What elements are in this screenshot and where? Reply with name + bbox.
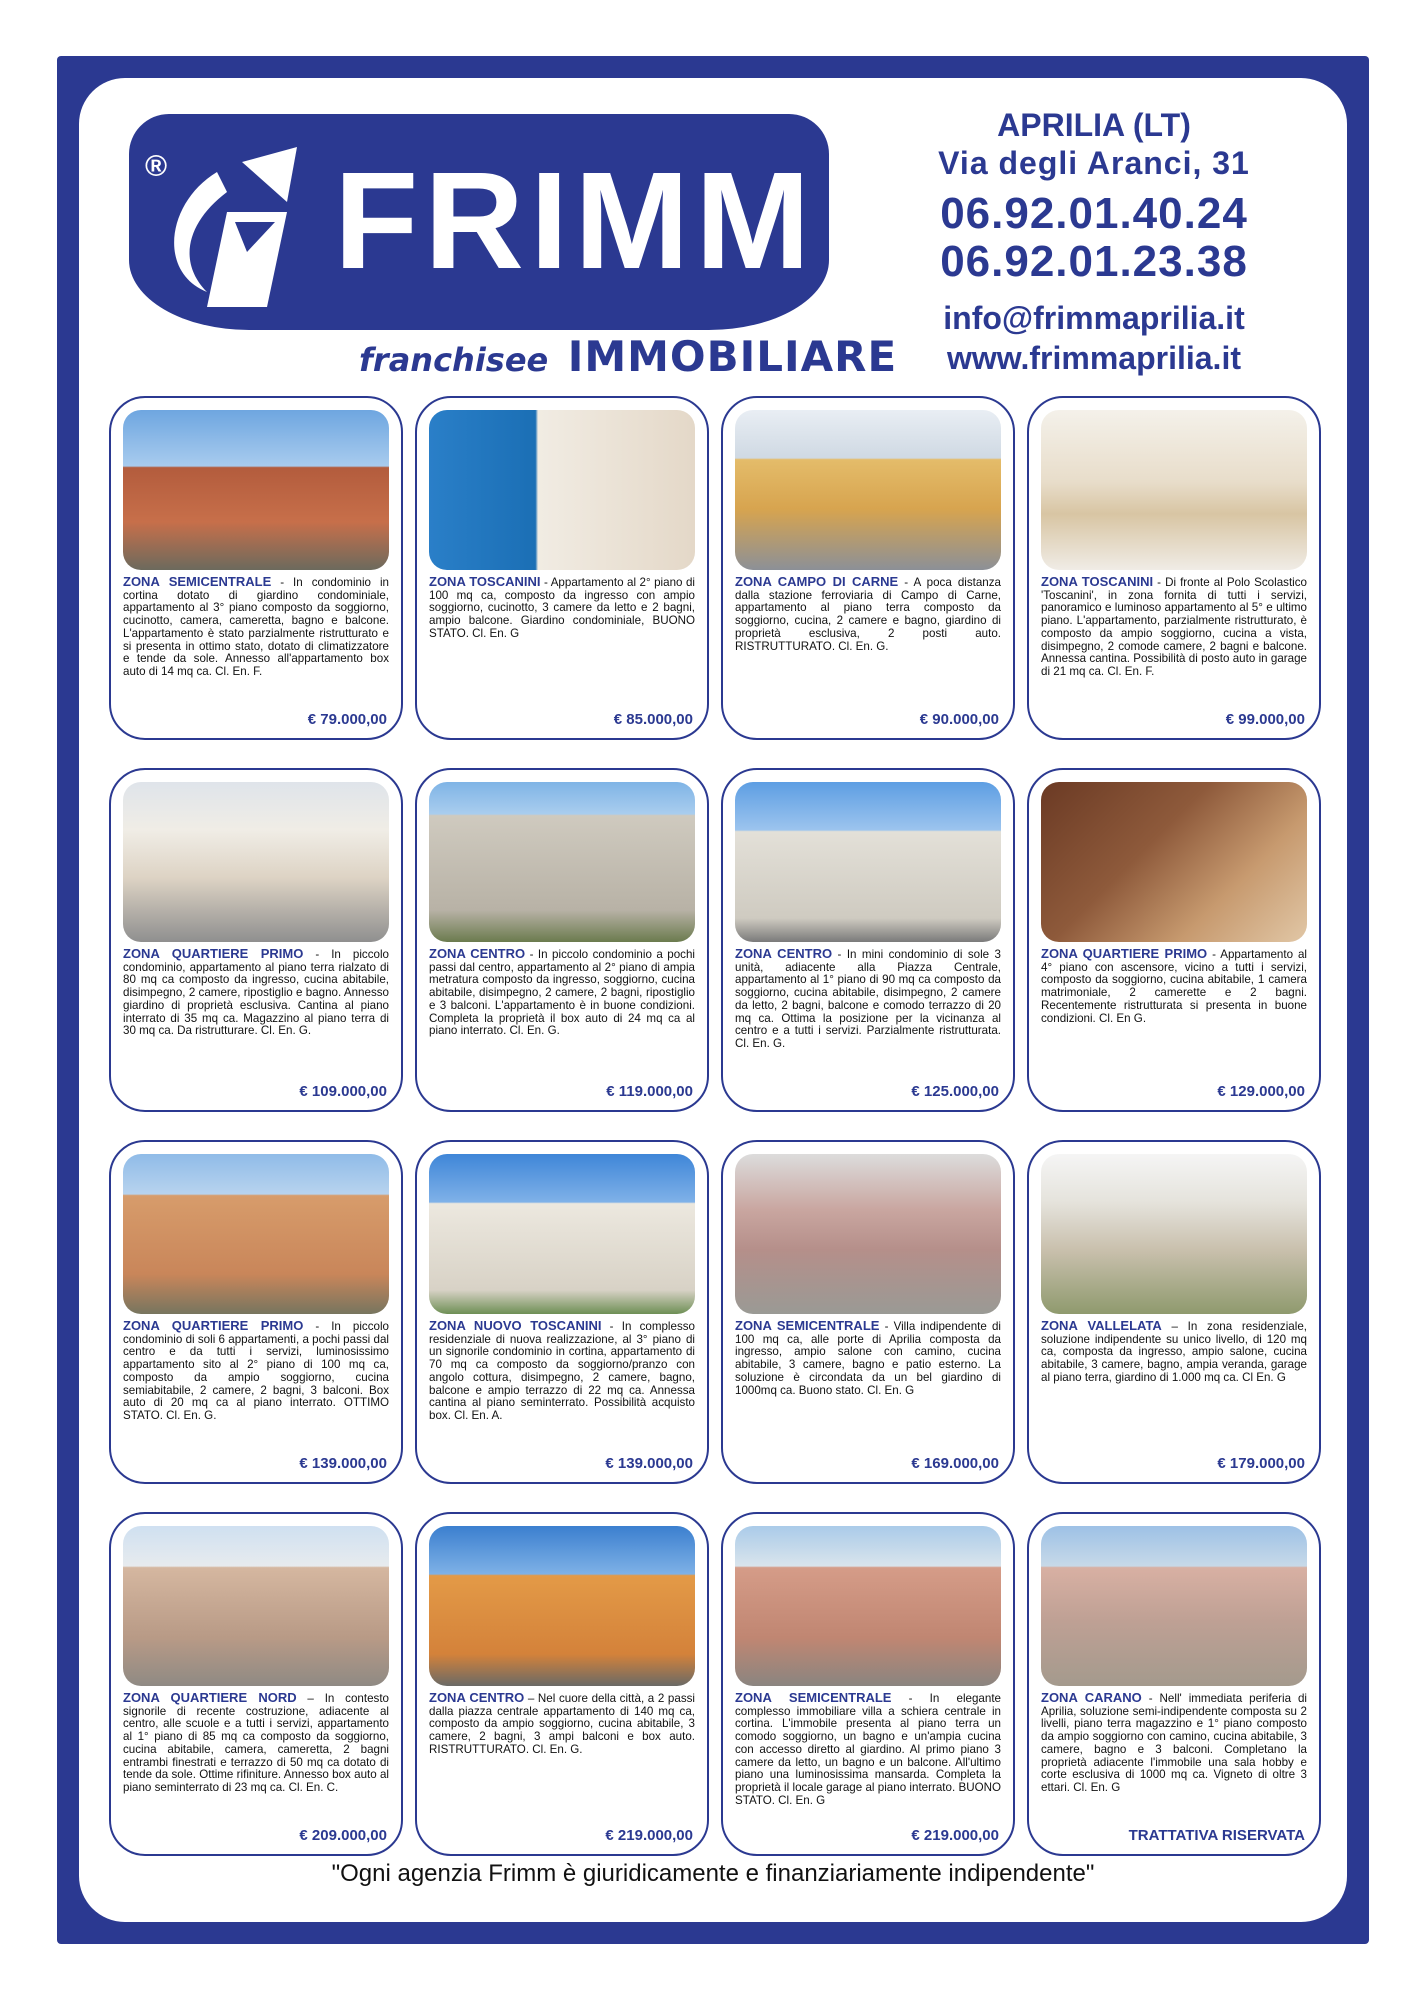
listing-text xyxy=(1041,1320,1307,1385)
listing-text xyxy=(123,576,389,679)
listing-text xyxy=(735,1692,1001,1807)
listing-zone: ZONA SEMICENTRALE xyxy=(123,574,272,589)
listing-zone: ZONA SEMICENTRALE xyxy=(735,1318,880,1333)
listing-card[interactable] xyxy=(415,396,709,740)
listing-price: € 219.000,00 xyxy=(605,1827,693,1844)
listing-zone: ZONA QUARTIERE PRIMO xyxy=(1041,946,1208,961)
listing-photo xyxy=(735,410,1001,570)
contact-website[interactable]: www.frimmaprilia.it xyxy=(947,340,1241,376)
listing-photo xyxy=(735,782,1001,942)
listing-zone: ZONA TOSCANINI xyxy=(1041,574,1154,589)
listing-card[interactable] xyxy=(1027,1140,1321,1484)
listing-description: - In piccolo condominio a pochi passi dal centro, appartamento al 2° piano di ampia metratura composto da ingresso, soggiorno, cucina abitabile, disimpegno, 2 camere, 2 bagni, ripostiglio e 3 balconi. L'appartamento è in buone condizioni. Completa la proprietà il box auto di 24 mq ca al piano interrato. Cl. En. G. xyxy=(429,948,695,1038)
listing-text xyxy=(735,576,1001,653)
listing-price: TRATTATIVA RISERVATA xyxy=(1128,1827,1305,1844)
listing-description: - A poca distanza dalla stazione ferroviaria di Campo di Carne, appartamento al piano terra composto da soggiorno, cucina, 2 camere e bagno, giardino di proprietà esclusiva, 2 posti auto. RISTRUTTURATO. Cl. En. G. xyxy=(735,576,1001,653)
listing-price: € 139.000,00 xyxy=(299,1455,387,1472)
listing-description: - In elegante complesso immobiliare villa a schiera centrale in cortina. L'immobile presenta al piano terra un comodo soggiorno, un bagno e un'ampia cucina con accesso diretto al giardino. Al primo piano 3 camere da letto, un bagno e un balcone. All'ultimo piano una luminosissima mansarda. Completa la proprietà il locale garage al piano interrato. BUONO STATO. Cl. En. G xyxy=(735,1692,1001,1807)
listing-text xyxy=(1041,948,1307,1025)
listing-price: € 90.000,00 xyxy=(919,711,999,728)
listing-card[interactable] xyxy=(721,1140,1015,1484)
listing-card[interactable] xyxy=(721,396,1015,740)
listing-zone: ZONA QUARTIERE NORD xyxy=(123,1690,297,1705)
listing-description: - Di fronte al Polo Scolastico 'Toscanini', in zona fornita di tutti i servizi, panoramico e luminoso appartamento al 5° e ultimo piano. L'appartamento, parzialmente ristrutturato, è composto da ampio soggiorno, cucina a vista, disimpegno, 2 comode camere, 2 bagni e balcone. Annessa cantina. Possibilità di posto auto in garage di 21 mq ca. Cl. En. F. xyxy=(1041,576,1307,678)
listing-description: – Nel cuore della città, a 2 passi dalla piazza centrale appartamento di 140 mq ca, composto da ampio soggiorno, cucina abitabile, 3 camere, 2 bagni, 3 ampi balconi e box auto. RISTRUTTURATO. Cl. En. G. xyxy=(429,1692,695,1756)
listing-card[interactable] xyxy=(415,1140,709,1484)
listing-price: € 219.000,00 xyxy=(911,1827,999,1844)
listing-text xyxy=(735,948,1001,1051)
listing-zone: ZONA CENTRO xyxy=(429,1690,525,1705)
listing-card[interactable] xyxy=(109,1512,403,1856)
listing-price: € 99.000,00 xyxy=(1225,711,1305,728)
listing-photo xyxy=(429,1526,695,1686)
listing-text xyxy=(429,948,695,1038)
contact-city: APRILIA (LT) xyxy=(997,107,1191,143)
contact-phone-2[interactable]: 06.92.01.23.38 xyxy=(940,237,1248,286)
listing-price: € 85.000,00 xyxy=(613,711,693,728)
brand-sub-franchisee: franchisee xyxy=(359,341,549,379)
listings-grid xyxy=(109,396,1319,1844)
listing-description: – In zona residenziale, soluzione indipendente su unico livello, di 120 mq ca, composta da ingresso, ampio salone, cucina abitabile, 3 camere, bagno, ampia veranda, garage al piano terra, giardino di 1.000 mq ca. Cl En. G xyxy=(1041,1320,1307,1384)
listing-description: - Villa indipendente di 100 mq ca, alle porte di Aprilia composta da ingresso, ampio salone con camino, cucina abitabile, 3 camere, bagno e patio esterno. La soluzione è circondata da un bel giardino di 1000mq ca. Buono stato. Cl. En. G xyxy=(735,1320,1001,1397)
page-frame xyxy=(57,56,1369,1944)
contact-block xyxy=(869,106,1319,378)
listing-card[interactable] xyxy=(415,768,709,1112)
listing-card[interactable] xyxy=(721,768,1015,1112)
footer-disclaimer: "Ogni agenzia Frimm è giuridicamente e finanziariamente indipendente" xyxy=(331,1860,1095,1887)
frimm-logo-icon xyxy=(147,132,317,312)
listing-photo xyxy=(1041,782,1307,942)
listing-photo xyxy=(429,1154,695,1314)
listing-card[interactable] xyxy=(721,1512,1015,1856)
listing-photo xyxy=(735,1154,1001,1314)
listing-zone: ZONA CARANO xyxy=(1041,1690,1142,1705)
listing-price: € 129.000,00 xyxy=(1217,1083,1305,1100)
listing-text xyxy=(123,1692,389,1795)
listing-description: - Nell' immediata periferia di Aprilia, soluzione semi-indipendente composta su 2 livelli, piano terra magazzino e 1° piano composto da ampio soggiorno con camino, cucina abitabile, 3 camere, bagno e 3 balconi. Completano la proprietà adiacente l'immobile una sala hobby e corte esclusiva di 1000 mq ca. Vigneto di oltre 3 ettari. Cl. En. G xyxy=(1041,1692,1308,1794)
frimm-logo xyxy=(129,114,829,330)
listing-text xyxy=(735,1320,1001,1397)
listing-description: - In condominio in cortina dotato di giardino condominiale, appartamento al 3° piano composto da soggiorno, cucinotto, camera, cameretta, bagno e balcone. L'appartamento è stato parzialmente ristrutturato e si presenta in ottimo stato, dotato di climatizzatore e tende da sole. Annesso all'appartamento box auto di 14 mq ca. Cl. En. F. xyxy=(123,576,389,678)
brand-sub-immobiliare: IMMOBILIARE xyxy=(567,332,898,381)
contact-phone-1[interactable]: 06.92.01.40.24 xyxy=(940,189,1248,238)
listing-photo xyxy=(1041,1154,1307,1314)
listing-zone: ZONA SEMICENTRALE xyxy=(735,1690,892,1705)
listing-zone: ZONA QUARTIERE PRIMO xyxy=(123,1318,304,1333)
listing-price: € 125.000,00 xyxy=(911,1083,999,1100)
listing-description: - Appartamento al 2° piano di 100 mq ca, composto da ingresso con ampio soggiorno, cucinotto, 3 camere da letto e 2 bagni, ampio balcone. Giardino condominiale, BUONO STATO. Cl. En. G xyxy=(429,576,695,640)
listing-card[interactable] xyxy=(1027,396,1321,740)
listing-card[interactable] xyxy=(109,396,403,740)
listing-photo xyxy=(735,1526,1001,1686)
listing-card[interactable] xyxy=(1027,1512,1321,1856)
listing-zone: ZONA VALLELATA xyxy=(1041,1318,1162,1333)
listing-price: € 79.000,00 xyxy=(307,711,387,728)
contact-email[interactable]: info@frimmaprilia.it xyxy=(943,300,1245,336)
listing-price: € 109.000,00 xyxy=(299,1083,387,1100)
listing-price: € 209.000,00 xyxy=(299,1827,387,1844)
registered-mark: ® xyxy=(145,150,168,183)
listing-text xyxy=(429,1320,695,1423)
listing-zone: ZONA CENTRO xyxy=(735,946,833,961)
listing-photo xyxy=(123,410,389,570)
listing-price: € 179.000,00 xyxy=(1217,1455,1305,1472)
listing-zone: ZONA QUARTIERE PRIMO xyxy=(123,946,304,961)
brand-name: FRIMM xyxy=(334,144,817,298)
listing-zone: ZONA TOSCANINI xyxy=(429,574,541,589)
listing-description: - In piccolo condominio di soli 6 appartamenti, a pochi passi dal centro e da tutti i servizi, luminosissimo appartamento sito al 2° piano di 100 mq ca, composto da ampio soggiorno, cucina semiabitabile, 2 camere, 2 bagni, 3 balconi. Box auto di 20 mq ca al piano interrato. OTTIMO STATO. Cl. En. G. xyxy=(123,1320,389,1422)
listing-text xyxy=(429,1692,695,1757)
listing-zone: ZONA CAMPO DI CARNE xyxy=(735,574,899,589)
listing-card[interactable] xyxy=(109,768,403,1112)
listing-photo xyxy=(123,1526,389,1686)
listing-card[interactable] xyxy=(109,1140,403,1484)
listing-text xyxy=(1041,576,1307,679)
listing-description: – In contesto signorile di recente costruzione, adiacente al centro, alle scuole e a tutti i servizi, appartamento al 1° piano di 85 mq ca composto da soggiorno, cucina abitabile, camera, cameretta, 2 bagni entrambi finestrati e terrazzo di 50 mq ca dotato di tende da sole. Ottime rifiniture. Annesso box auto al piano seminterrato di 23 mq ca. Cl. En. C. xyxy=(123,1692,390,1794)
listing-price: € 139.000,00 xyxy=(605,1455,693,1472)
listing-description: - In piccolo condominio, appartamento al piano terra rialzato di 80 mq ca composto da ingresso, cucina abitabile, disimpegno, 2 camere, ripostiglio e bagno. Annesso giardino di proprietà esclusiva. Cantina al piano interrato di 35 mq ca. Magazzino al piano terra di 30 mq ca. Da ristrutturare. Cl. En. G. xyxy=(123,948,389,1038)
listing-text xyxy=(123,1320,389,1423)
listing-zone: ZONA CENTRO xyxy=(429,946,526,961)
brand-subtitle xyxy=(359,332,897,381)
listing-card[interactable] xyxy=(415,1512,709,1856)
listing-price: € 169.000,00 xyxy=(911,1455,999,1472)
listing-price: € 119.000,00 xyxy=(606,1083,693,1100)
listing-zone: ZONA NUOVO TOSCANINI xyxy=(429,1318,602,1333)
flyer-panel xyxy=(79,78,1347,1922)
listing-description: - In mini condominio di sole 3 unità, adiacente alla Piazza Centrale, appartamento al 1° piano di 90 mq ca composto da soggiorno, cucina abitabile, disimpegno, 2 camere da letto, 2 bagni, balcone e comodo terrazzo di 20 mq ca. Ottima la posizione per la vicinanza al centro e a tutti i servizi. Parzialmente ristrutturata. Cl. En. G. xyxy=(735,948,1001,1050)
listing-photo xyxy=(1041,1526,1307,1686)
listing-text xyxy=(1041,1692,1307,1795)
listing-card[interactable] xyxy=(1027,768,1321,1112)
listing-photo xyxy=(429,782,695,942)
listing-photo xyxy=(123,782,389,942)
listing-photo xyxy=(123,1154,389,1314)
listing-description: - Appartamento al 4° piano con ascensore, vicino a tutti i servizi, composto da soggiorno, cucina abitabile, 1 camera matrimoniale, 2 camerette e 2 bagni. Recentemente ristrutturata si presenta in buone condizioni. Cl. En G. xyxy=(1041,948,1307,1025)
listing-text xyxy=(123,948,389,1038)
listing-photo xyxy=(1041,410,1307,570)
listing-photo xyxy=(429,410,695,570)
listing-text xyxy=(429,576,695,641)
listing-description: - In complesso residenziale di nuova realizzazione, al 3° piano di un signorile condominio in cortina, appartamento di 70 mq ca composto da soggiorno/pranzo con angolo cottura, disimpegno, 2 camere, bagno, balcone e ampio terrazzo di 22 mq ca. Annessa cantina al piano seminterrato. Possibilità acquisto box. Cl. En. A. xyxy=(429,1320,696,1422)
contact-street: Via degli Aranci, 31 xyxy=(938,145,1250,181)
